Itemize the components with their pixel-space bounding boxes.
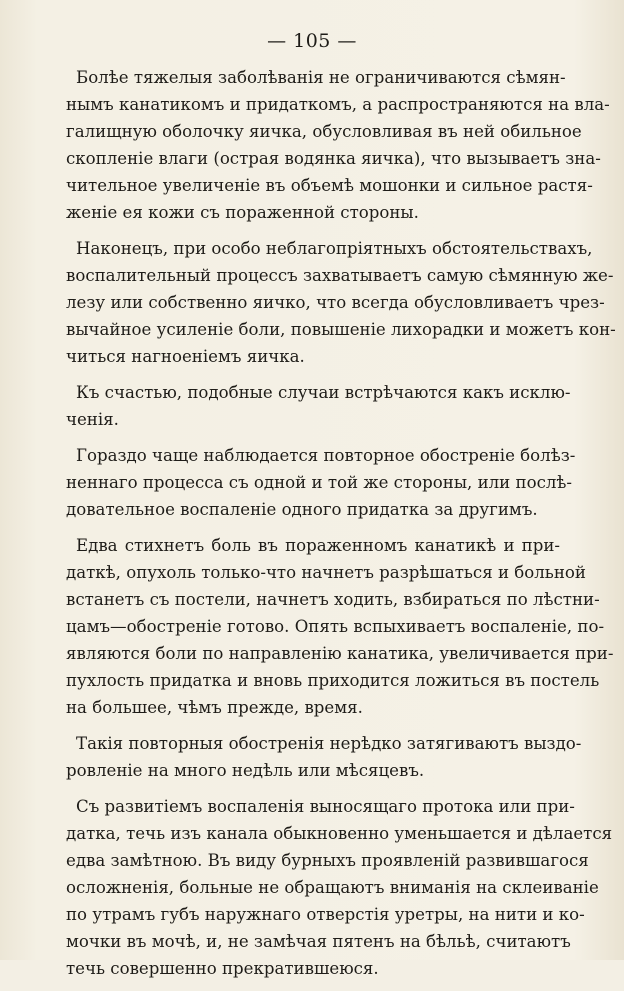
- text-line: читься нагноеніемъ яичка.: [66, 347, 305, 366]
- text-line: довательное воспаленіе одного придатка за другимъ.: [66, 500, 538, 519]
- text-line: женіе ея кожи съ пораженной стороны.: [66, 203, 419, 222]
- paragraph: [66, 64, 610, 226]
- paragraph: [66, 793, 613, 982]
- text-line: вычайное усиленіе боли, повышеніе лихорадки и можетъ кон-: [66, 320, 616, 339]
- text-line: едва замѣтною. Въ виду бурныхъ проявленій развившагося: [66, 851, 589, 870]
- page-number: — 105 —: [267, 30, 357, 52]
- text-line: Гораздо чаще наблюдается повторное обостреніе болѣз-: [76, 446, 576, 465]
- text-line: ровленіе на много недѣль или мѣсяцевъ.: [66, 761, 425, 780]
- text-line: Болѣе тяжелыя заболѣванія не ограничиваются сѣмян-: [76, 68, 566, 87]
- text-line: даткѣ, опухоль только-что начнетъ разрѣшаться и больной: [66, 563, 586, 582]
- text-line: Едва стихнетъ боль въ пораженномъ канатикѣ и при-: [76, 536, 560, 555]
- text-line: встанетъ съ постели, начнетъ ходить, взбираться по лѣстни-: [66, 590, 600, 609]
- text-line: датка, течь изъ канала обыкновенно уменьшается и дѣлается: [66, 824, 613, 843]
- text-line: мочки въ мочѣ, и, не замѣчая пятенъ на бѣльѣ, считаютъ: [66, 932, 571, 951]
- paragraph: [66, 442, 576, 523]
- text-line: ченія.: [66, 410, 119, 429]
- text-line: неннаго процесса съ одной и той же стороны, или послѣ-: [66, 473, 573, 492]
- text-line: пухлость придатка и вновь приходится ложиться въ постель: [66, 671, 600, 690]
- text-line: на большее, чѣмъ прежде, время.: [66, 698, 363, 717]
- text-line: течь совершенно прекратившеюся.: [66, 959, 379, 978]
- text-line: чительное увеличеніе въ объемѣ мошонки и сильное растя-: [66, 176, 593, 195]
- text-line: Съ развитіемъ воспаленія выносящаго протока или при-: [76, 797, 575, 816]
- text-line: галищную оболочку яичка, обусловливая въ ней обильное: [66, 122, 582, 141]
- text-line: Наконецъ, при особо неблагопріятныхъ обстоятельствахъ,: [76, 239, 593, 258]
- text-line: являются боли по направленію канатика, увеличивается при-: [66, 644, 614, 663]
- paragraph: [66, 379, 571, 433]
- text-line: Къ счастью, подобные случаи встрѣчаются какъ исклю-: [76, 383, 571, 402]
- paragraph: [66, 532, 614, 721]
- text-line: воспалительный процессъ захватываетъ самую сѣмянную же-: [66, 266, 614, 285]
- text-line: осложненія, больные не обращаютъ вниманія на склеиваніе: [66, 878, 599, 897]
- paragraph: [66, 730, 582, 784]
- text-line: лезу или собственно яичко, что всегда обусловливаетъ чрез-: [66, 293, 605, 312]
- text-line: Такія повторныя обостренія нерѣдко затягиваютъ выздо-: [76, 734, 582, 753]
- text-line: нымъ канатикомъ и придаткомъ, а распространяются на вла-: [66, 95, 610, 114]
- text-line: цамъ—обостреніе готово. Опять вспыхиваетъ воспаленіе, по-: [66, 617, 605, 636]
- text-line: по утрамъ губъ наружнаго отверстія уретры, на нити и ко-: [66, 905, 585, 924]
- body-text: [66, 64, 616, 991]
- text-line: скопленіе влаги (острая водянка яичка), что вызываетъ зна-: [66, 149, 601, 168]
- paragraph: [66, 235, 616, 370]
